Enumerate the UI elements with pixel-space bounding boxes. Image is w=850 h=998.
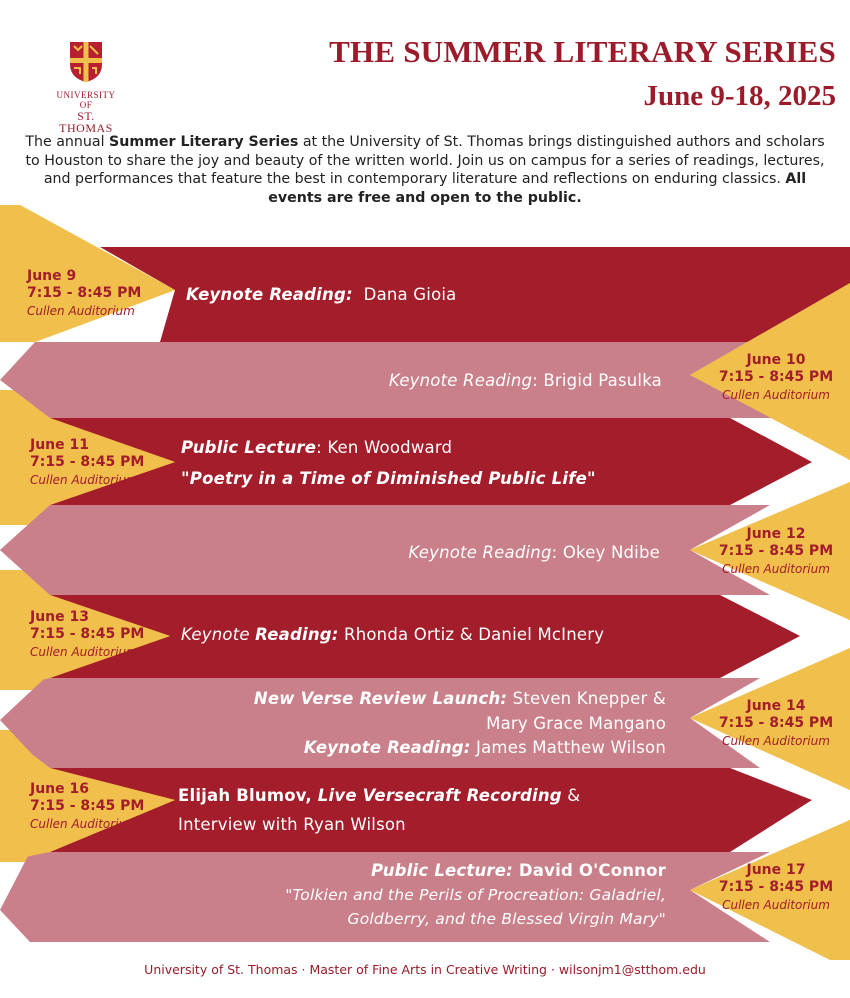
event-kind: Keynote Reading	[408, 543, 552, 562]
event-name: Dana Gioia	[363, 285, 457, 304]
event-date-june-11	[30, 437, 144, 489]
event-date: June 16	[30, 781, 89, 797]
event-time: 7:15 - 8:45 PM	[30, 626, 145, 642]
event-date: June 9	[27, 268, 77, 284]
event-name-line2: Interview with Ryan Wilson	[178, 815, 406, 834]
event-time: 7:15 - 8:45 PM	[718, 715, 834, 731]
event-name: : Ken Woodward	[316, 438, 453, 457]
event-date-june-14	[712, 698, 840, 750]
event-kind: Keynote Reading:	[186, 285, 353, 304]
event-date: June 10	[746, 352, 806, 368]
event-date-june-12	[712, 526, 840, 578]
event-date-june-17	[712, 862, 840, 914]
event-date: June 14	[746, 698, 806, 714]
event-time: 7:15 - 8:45 PM	[30, 798, 145, 814]
event-name: : Brigid Pasulka	[532, 371, 662, 390]
event-location: Cullen Auditorium	[722, 562, 830, 576]
event-date-june-9	[27, 268, 141, 320]
event-subtitle-1: "Tolkien and the Perils of Procreation: Galadriel,	[285, 886, 666, 904]
event-kind: Live Versecraft Recording	[317, 786, 562, 805]
event-kind-2: Keynote Reading:	[303, 738, 471, 757]
event-title-june-12	[408, 540, 660, 565]
event-subtitle-2: Goldberry, and the Blessed Virgin Mary"	[347, 910, 666, 928]
event-kind-a: Keynote	[181, 625, 256, 644]
event-title-june-16	[178, 783, 580, 837]
event-date-june-13	[30, 609, 144, 661]
event-title-june-14	[254, 687, 666, 761]
event-time: 7:15 - 8:45 PM	[718, 369, 834, 385]
event-location: Cullen Auditorium	[722, 898, 830, 912]
event-time: 7:15 - 8:45 PM	[27, 285, 142, 301]
event-time: 7:15 - 8:45 PM	[30, 454, 145, 470]
intro-series-name: Summer Literary Series	[109, 134, 299, 150]
event-name-line2: Mary Grace Mangano	[486, 713, 666, 733]
event-location: Cullen Auditorium	[30, 817, 138, 831]
event-location: Cullen Auditorium	[30, 473, 138, 487]
event-title-june-11	[181, 435, 596, 491]
event-date: June 13	[30, 609, 89, 625]
intro-text-1: The annual	[25, 134, 110, 150]
event-name-2: James Matthew Wilson	[470, 738, 666, 757]
page-title: THE SUMMER LITERARY SERIES	[329, 34, 836, 69]
event-location: Cullen Auditorium	[27, 304, 135, 318]
logo-line1: UNIVERSITY OF	[56, 90, 116, 110]
event-title-june-13	[181, 622, 604, 647]
event-subtitle: "Poetry in a Time of Diminished Public Life"	[181, 469, 596, 488]
event-kind-b: Reading:	[255, 625, 339, 644]
event-amp: &	[561, 786, 581, 805]
event-kind: Public Lecture:	[371, 861, 513, 880]
event-name: Elijah Blumov,	[178, 786, 318, 805]
event-location: Cullen Auditorium	[30, 645, 138, 659]
event-name: Steven Knepper &	[507, 689, 666, 708]
event-name: David O'Connor	[512, 861, 666, 880]
event-date-june-16	[30, 781, 144, 833]
event-time: 7:15 - 8:45 PM	[718, 879, 834, 895]
event-kind: New Verse Review Launch:	[253, 689, 508, 708]
event-title-june-17	[285, 859, 666, 931]
event-date: June 11	[30, 437, 89, 453]
event-location: Cullen Auditorium	[722, 734, 830, 748]
event-kind: Public Lecture	[181, 438, 317, 457]
event-title-june-9	[186, 282, 456, 307]
event-title-june-10	[389, 368, 662, 393]
event-name: : Okey Ndibe	[551, 543, 660, 562]
event-kind: Keynote Reading	[388, 371, 533, 390]
footer-contact: University of St. Thomas · Master of Fine Arts in Creative Writing · wilsonjm1@stthom.edu	[144, 962, 706, 977]
event-name: Rhonda Ortiz & Daniel McInery	[338, 625, 605, 644]
logo-line2: ST. THOMAS	[59, 109, 113, 135]
series-dates: June 9-18, 2025	[643, 80, 836, 112]
intro-free-note: All events are free and open to the public.	[268, 171, 807, 206]
event-date: June 17	[746, 862, 806, 878]
event-date-june-10	[712, 352, 840, 404]
event-date: June 12	[746, 526, 806, 542]
intro-text-2: at the University of St. Thomas brings distinguished authors and scholars to Houston to share the joy and beauty of the written world. Join us on campus for a series of readings, lectures, and performances that feature the best in contemporary literature and reflections on enduring classics.	[25, 134, 825, 187]
event-location: Cullen Auditorium	[722, 388, 830, 402]
event-time: 7:15 - 8:45 PM	[718, 543, 834, 559]
